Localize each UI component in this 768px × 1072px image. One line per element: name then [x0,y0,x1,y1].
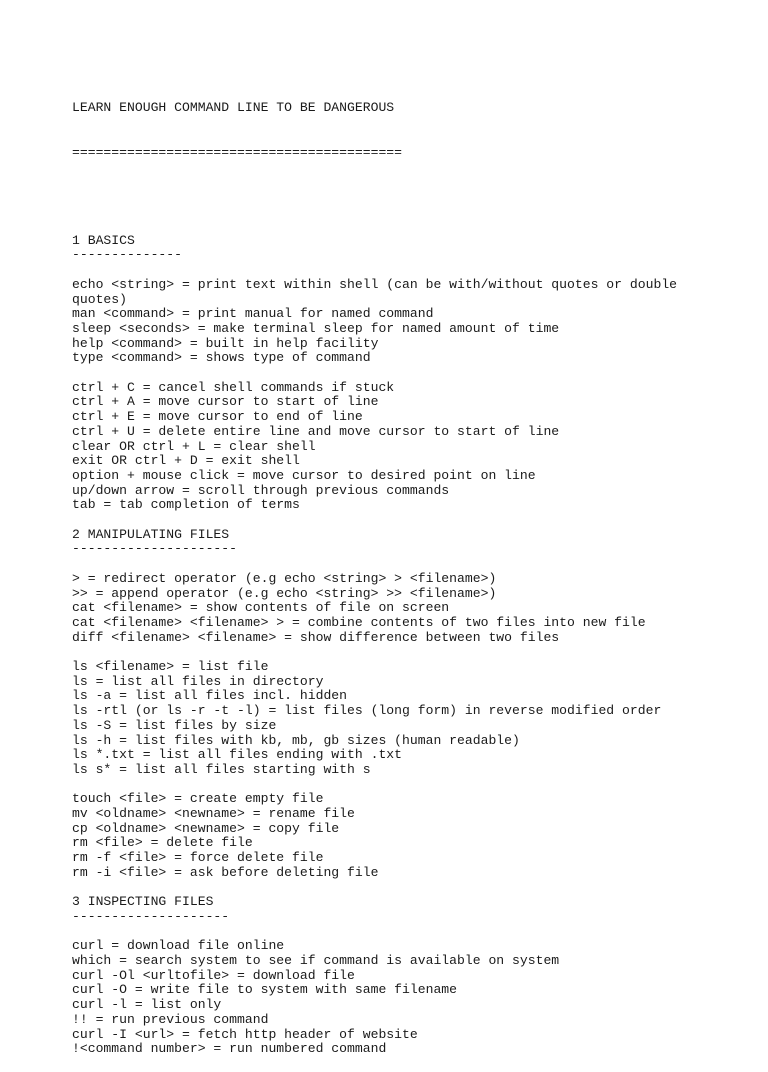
command-group [72,278,712,366]
command-line: ls <filename> = list file [72,659,269,675]
document-page [72,72,712,1072]
spacer [72,557,712,572]
command-line: ls *.txt = list all files ending with .txt [72,747,403,763]
command-line: !<command number> = run numbered command [72,1041,387,1057]
command-line: tab = tab completion of terms [72,497,300,513]
title-underline: ========================================== [72,144,403,160]
command-line: curl -Ol <urltofile> = download file [72,967,355,983]
spacer [72,925,712,940]
command-line: >> = append operator (e.g echo <string> >> <filename>) [72,585,497,601]
command-line: ls -rtl (or ls -r -t -l) = list files (long form) in reverse modified order [72,703,662,719]
section-underline: -------------- [72,247,183,263]
section-underline: --------------------- [72,541,238,557]
spacer [72,263,712,278]
section-heading: 2 MANIPULATING FILES [72,526,230,542]
command-group [72,939,712,1057]
command-line: cat <filename> <filename> > = combine contents of two files into new file [72,614,646,630]
command-line: which = search system to see if command is available on system [72,953,560,969]
command-group [72,660,712,778]
command-line: curl -l = list only [72,997,222,1013]
command-line: curl -I <url> = fetch http header of website [72,1026,418,1042]
command-group [72,381,712,513]
spacer [72,645,712,660]
sections [72,234,712,1057]
command-line: up/down arrow = scroll through previous commands [72,482,450,498]
section-heading: 1 BASICS [72,232,135,248]
command-line: clear OR ctrl + L = clear shell [72,438,316,454]
document-title: LEARN ENOUGH COMMAND LINE TO BE DANGEROUS [72,100,395,116]
spacer [72,778,712,793]
command-line: cat <filename> = show contents of file on screen [72,600,450,616]
command-line: ls -a = list all files incl. hidden [72,688,348,704]
command-line: exit OR ctrl + D = exit shell [72,453,300,469]
section-heading: 3 INSPECTING FILES [72,894,214,910]
section-underline: -------------------- [72,908,230,924]
command-line: echo <string> = print text within shell (can be with/without quotes or double quotes) [72,276,685,307]
spacer [72,190,712,205]
command-line: ls -S = list files by size [72,717,277,733]
command-line: diff <filename> <filename> = show difference between two files [72,629,560,645]
command-line: !! = run previous command [72,1011,269,1027]
command-line: sleep <seconds> = make terminal sleep for named amount of time [72,320,560,336]
command-line: mv <oldname> <newname> = rename file [72,806,355,822]
command-group [72,572,712,646]
spacer [72,513,712,528]
command-line: ctrl + C = cancel shell commands if stuck [72,379,395,395]
command-group [72,792,712,880]
section [72,528,712,896]
command-line: > = redirect operator (e.g echo <string> > <filename>) [72,570,497,586]
section [72,234,712,528]
command-line: touch <file> = create empty file [72,791,324,807]
spacer [72,881,712,896]
command-line: ls = list all files in directory [72,673,324,689]
command-line: curl = download file online [72,938,285,954]
command-line: ctrl + U = delete entire line and move cursor to start of line [72,423,560,439]
command-line: rm -i <file> = ask before deleting file [72,864,379,880]
command-line: ls -h = list files with kb, mb, gb sizes (human readable) [72,732,520,748]
command-line: man <command> = print manual for named command [72,306,434,322]
command-line: rm <file> = delete file [72,835,253,851]
command-line: ls s* = list all files starting with s [72,761,371,777]
command-line: ctrl + E = move cursor to end of line [72,409,363,425]
command-line: ctrl + A = move cursor to start of line [72,394,379,410]
command-line: help <command> = built in help facility [72,335,379,351]
command-line: rm -f <file> = force delete file [72,850,324,866]
command-line: option + mouse click = move cursor to desired point on line [72,467,536,483]
command-line: curl -O = write file to system with same filename [72,982,458,998]
command-line: cp <oldname> <newname> = copy file [72,820,340,836]
spacer [72,366,712,381]
command-line: type <command> = shows type of command [72,350,371,366]
section [72,895,712,1057]
